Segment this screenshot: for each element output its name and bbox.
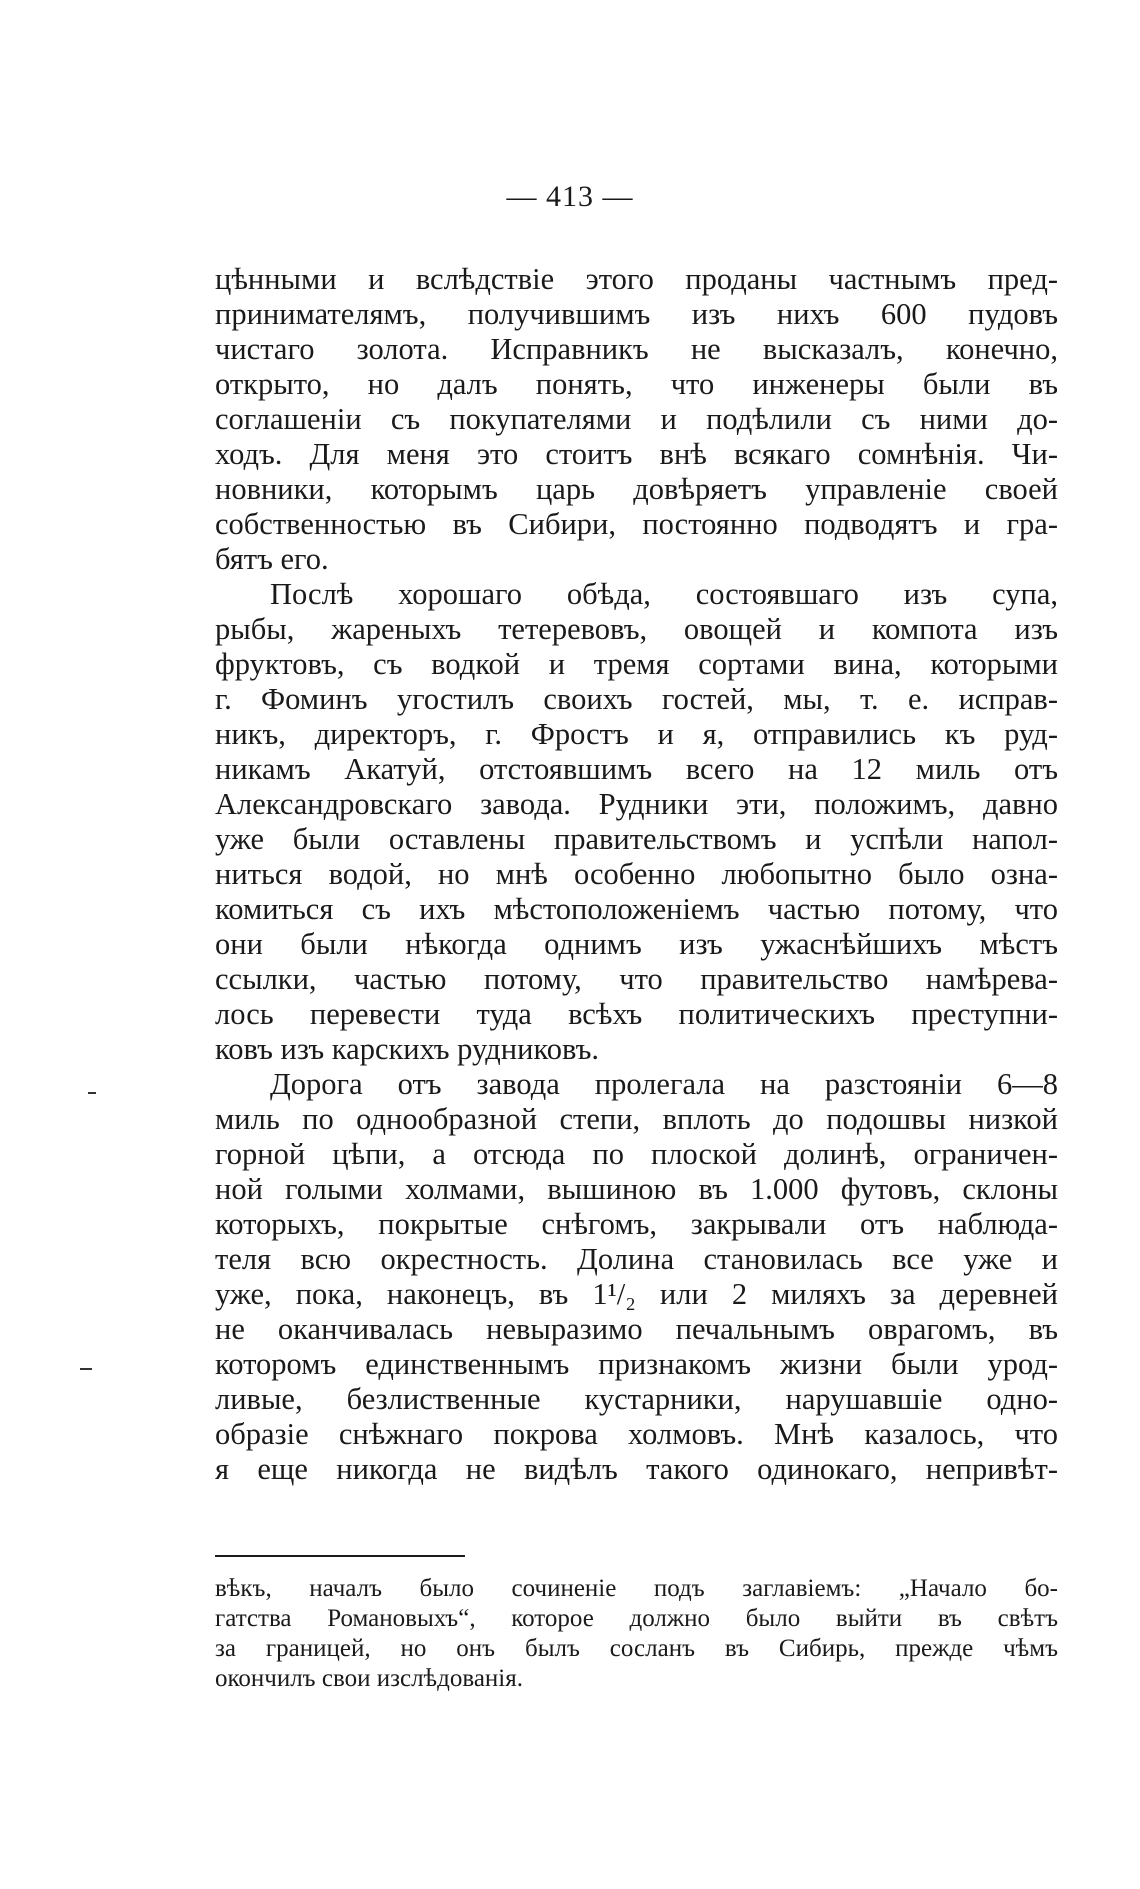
text-line: никъ, директоръ, г. Фростъ и я, отправились къ руд- bbox=[215, 717, 1058, 751]
text-line: я еще никогда не видѣлъ такого одинокаго, непривѣт- bbox=[215, 1452, 1058, 1486]
footnote-line: вѣкъ, началъ было сочиненіе подъ заглавіемъ: „Начало бо- bbox=[215, 1575, 1058, 1602]
text-line: которыхъ, покрытые снѣгомъ, закрывали отъ наблюда- bbox=[215, 1207, 1058, 1241]
text-line: открыто, но далъ понять, что инженеры были въ bbox=[215, 367, 1058, 401]
text-line: комиться съ ихъ мѣстоположеніемъ частью потому, что bbox=[215, 892, 1058, 926]
body-text bbox=[215, 262, 1058, 1487]
text-line: лось перевести туда всѣхъ политическихъ преступни- bbox=[215, 997, 1058, 1031]
text-line: соглашеніи съ покупателями и подѣлили съ ними до- bbox=[215, 402, 1058, 436]
margin-mark bbox=[80, 1368, 92, 1370]
text-line: Александровскаго завода. Рудники эти, положимъ, давно bbox=[215, 787, 1058, 821]
text-line: которомъ единственнымъ признакомъ жизни были урод- bbox=[215, 1347, 1058, 1381]
footnote-line: за границей, но онъ былъ сосланъ въ Сибирь, прежде чѣмъ bbox=[215, 1635, 1058, 1662]
text-line: миль по однообразной степи, вплоть до подошвы низкой bbox=[215, 1102, 1058, 1136]
text-line: ходъ. Для меня это стоитъ внѣ всякаго сомнѣнія. Чи- bbox=[215, 437, 1058, 471]
text-line: никамъ Акатуй, отстоявшимъ всего на 12 миль отъ bbox=[215, 752, 1058, 786]
text-line: ливые, безлиственные кустарники, нарушавшіе одно- bbox=[215, 1382, 1058, 1416]
footnote bbox=[215, 1574, 1058, 1694]
text-line: цѣнными и вслѣдствіе этого проданы частнымъ пред- bbox=[215, 262, 1058, 296]
footnote-line: окончилъ свои изслѣдованія. bbox=[215, 1665, 523, 1692]
text-line: ниться водой, но мнѣ особенно любопытно было озна- bbox=[215, 857, 1058, 891]
margin-mark bbox=[88, 1092, 96, 1094]
text-line: бятъ его. bbox=[215, 542, 329, 576]
footnote-line: гатства Романовыхъ“, которое должно было выйти въ свѣтъ bbox=[215, 1605, 1058, 1632]
text-line: фруктовъ, съ водкой и тремя сортами вина, которыми bbox=[215, 647, 1058, 681]
text-line: г. Фоминъ угостилъ своихъ гостей, мы, т. е. исправ- bbox=[215, 682, 1058, 716]
page-number: — 413 — bbox=[506, 180, 634, 213]
text-line: не оканчивалась невыразимо печальнымъ оврагомъ, въ bbox=[215, 1312, 1058, 1346]
text-line: ковъ изъ карскихъ рудниковъ. bbox=[215, 1032, 600, 1066]
text-line: теля всю окрестность. Долина становилась все уже и bbox=[215, 1242, 1058, 1276]
text-line: новники, которымъ царь довѣряетъ управленіе своей bbox=[215, 472, 1058, 506]
text-line: они были нѣкогда однимъ изъ ужаснѣйшихъ мѣстъ bbox=[215, 927, 1058, 961]
text-line: принимателямъ, получившимъ изъ нихъ 600 пудовъ bbox=[215, 297, 1058, 331]
text-line: ссылки, частью потому, что правительство намѣрева- bbox=[215, 962, 1058, 996]
text-line: уже были оставлены правительствомъ и успѣли напол- bbox=[215, 822, 1058, 856]
paragraph-start-line: Послѣ хорошаго обѣда, состоявшаго изъ супа, bbox=[270, 577, 1058, 611]
text-line: рыбы, жареныхъ тетеревовъ, овощей и компота изъ bbox=[215, 612, 1058, 646]
text-line: уже, пока, наконецъ, въ 1¹/₂ или 2 миляхъ за деревней bbox=[215, 1277, 1058, 1311]
text-line: собственностью въ Сибири, постоянно подводятъ и гра- bbox=[215, 507, 1058, 541]
text-line: чистаго золота. Исправникъ не высказалъ, конечно, bbox=[215, 332, 1058, 366]
text-line: образіе снѣжнаго покрова холмовъ. Мнѣ казалось, что bbox=[215, 1417, 1058, 1451]
text-line: ной голыми холмами, вышиною въ 1.000 футовъ, склоны bbox=[215, 1172, 1058, 1206]
paragraph-start-line: Дорога отъ завода пролегала на разстояніи 6—8 bbox=[270, 1067, 1058, 1101]
text-line: горной цѣпи, а отсюда по плоской долинѣ, ограничен- bbox=[215, 1137, 1058, 1171]
footnote-divider bbox=[215, 1555, 465, 1557]
